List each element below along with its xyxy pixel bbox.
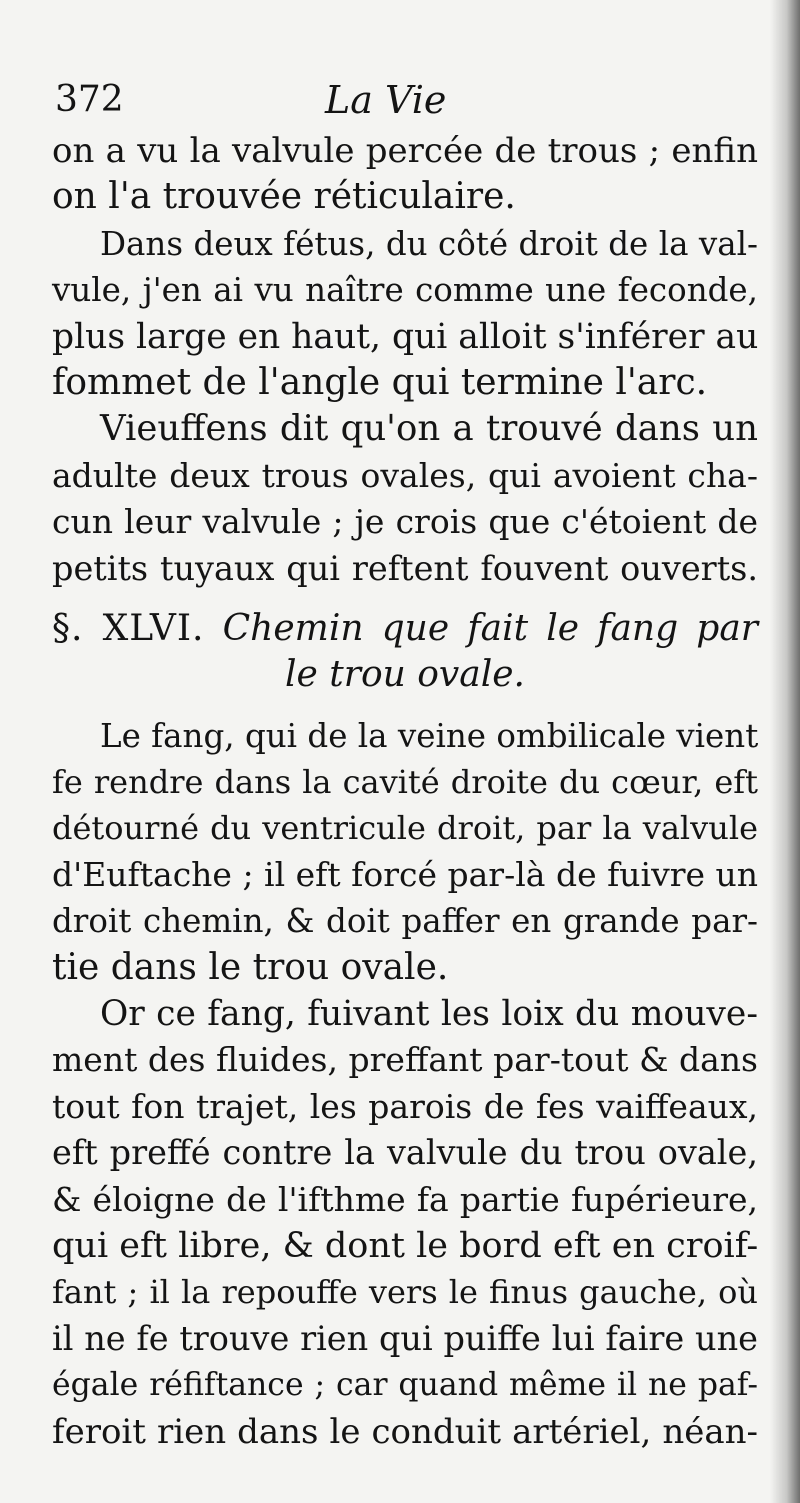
- section-title: Chemin que fait le fang par: [222, 607, 758, 649]
- text-line: & éloigne de l'ifthme fa partie fupérieure,: [52, 1179, 758, 1219]
- section-title-continued: le trou ovale.: [285, 654, 525, 696]
- text-line: Dans deux fétus, du côté droit de la val-: [100, 224, 758, 263]
- text-line: qui eft libre, & dont le bord eft en croif-: [52, 1225, 759, 1266]
- text-line: vule, j'en ai vu naître comme une feconde,: [52, 271, 758, 310]
- running-head: La Vie: [325, 78, 447, 122]
- text-line: on a vu la valvule percée de trous ; enfin: [52, 131, 758, 171]
- section-number: §. XLVI.: [52, 607, 205, 649]
- text-line: petits tuyaux qui reftent fouvent ouverts.: [52, 548, 758, 588]
- spacer: [52, 699, 758, 713]
- section-heading: [52, 606, 758, 652]
- page-number: 372: [55, 79, 124, 120]
- text-line: fe rendre dans la cavité droite du cœur, eft: [52, 763, 758, 802]
- text-line: feroit rien dans le conduit artériel, néan-: [52, 1411, 758, 1452]
- page-header: [55, 70, 755, 130]
- text-line: Vieuffens dit qu'on a trouvé dans un: [100, 408, 758, 450]
- text-line: Or ce fang, fuivant les loix du mouve-: [100, 994, 758, 1035]
- text-line: eft preffé contre la valvule du trou ovale,: [52, 1133, 758, 1173]
- text-line: il ne fe trouve rien qui puiffe lui faire une: [52, 1318, 758, 1358]
- text-line: égale réfiftance ; car quand même il ne paf-: [52, 1367, 758, 1404]
- text-line: fommet de l'angle qui termine l'arc.: [52, 361, 708, 403]
- text-line: droit chemin, & doit paffer en grande par-: [52, 902, 758, 941]
- text-line: Le fang, qui de la veine ombilicale vient: [100, 716, 759, 755]
- page-spine-shadow: [770, 0, 800, 1503]
- text-line: tie dans le trou ovale.: [52, 946, 449, 988]
- text-line: plus large en haut, qui alloit s'inférer au: [52, 316, 759, 357]
- text-line: on l'a trouvée réticulaire.: [52, 176, 516, 218]
- text-line: ment des fluides, preffant par-tout & dans: [52, 1040, 758, 1080]
- text-line: adulte deux trous ovales, qui avoient cha-: [52, 455, 758, 495]
- text-line: d'Euftache ; il eft forcé par-là de fuivre un: [52, 854, 759, 894]
- spacer: [52, 592, 758, 606]
- text-line: cun leur valvule ; je crois que c'étoient de: [52, 502, 758, 542]
- text-line: détourné du ventricule droit, par la valvule: [52, 809, 758, 848]
- body-text: [52, 128, 758, 1455]
- text-line: fant ; il la repouffe vers le finus gauche, où: [52, 1273, 758, 1312]
- text-line: tout fon trajet, les parois de fes vaiffeaux,: [52, 1086, 758, 1126]
